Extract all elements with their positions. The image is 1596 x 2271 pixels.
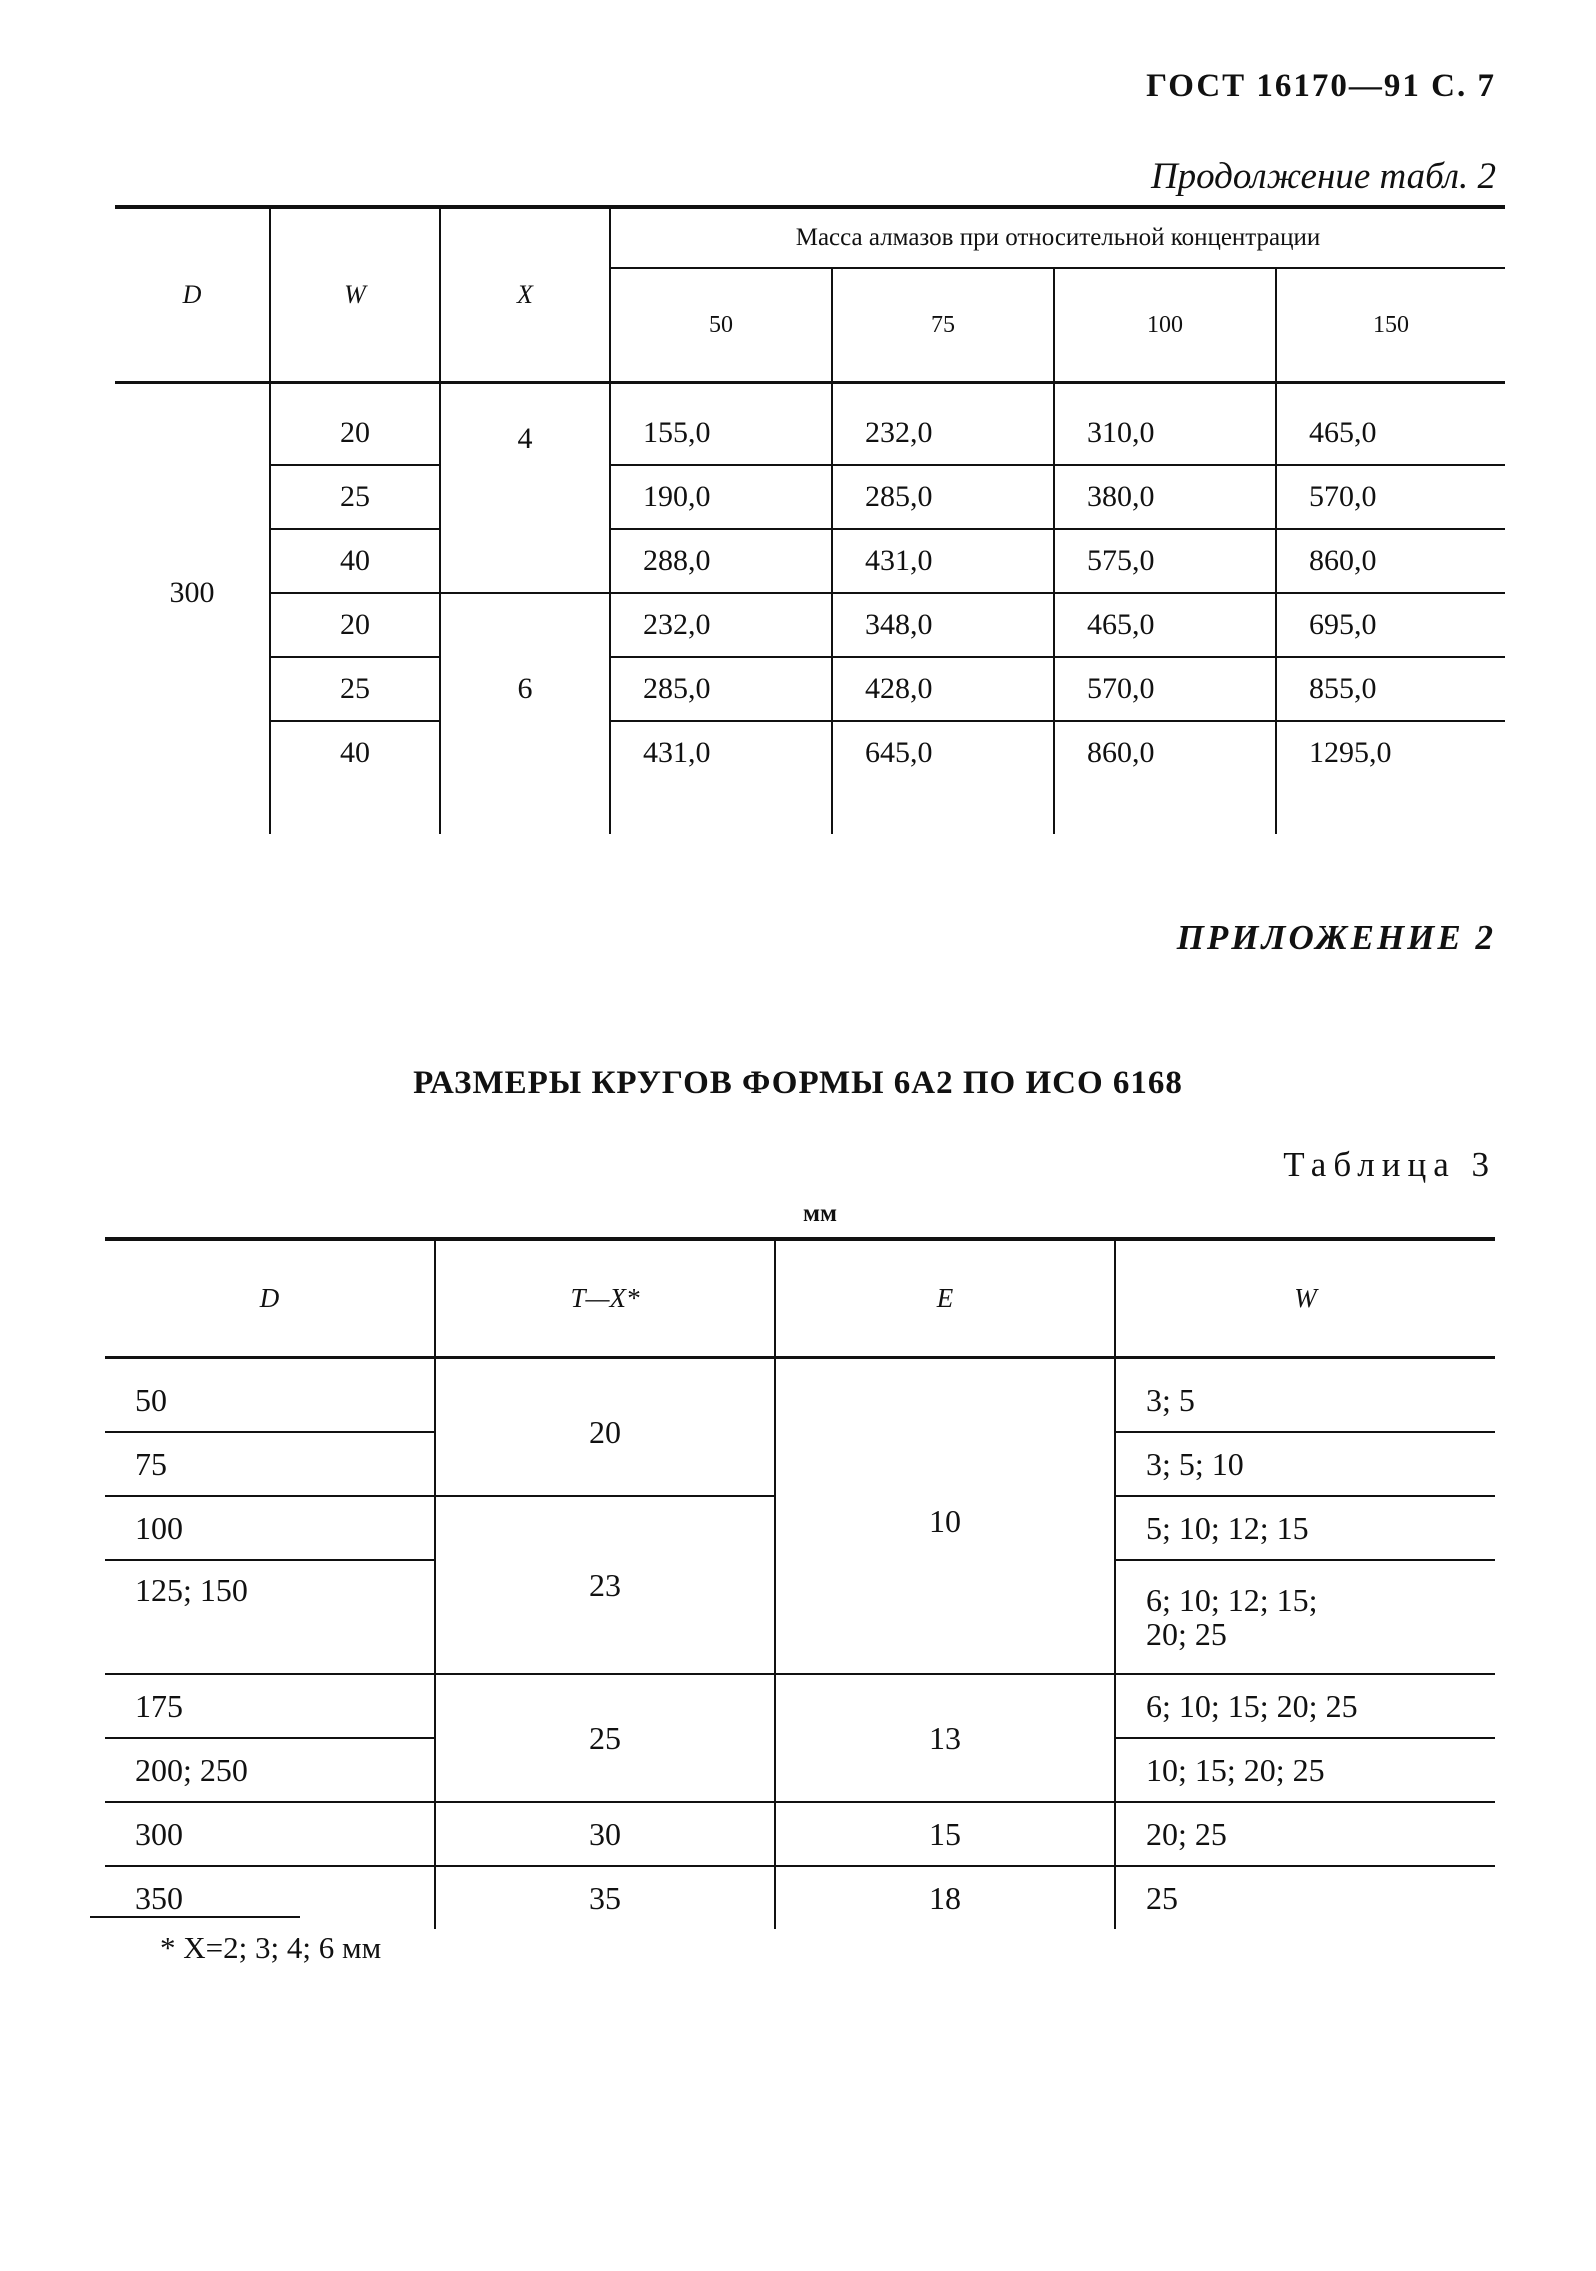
table3-label: Таблица 3 [1283,1145,1496,1184]
table3-tx: 25 [435,1674,775,1802]
table2-cell: 570,0 [1276,465,1505,529]
table3-tx: 23 [435,1496,775,1674]
table2-w: 20 [270,593,440,657]
table3-d: 350 [105,1866,435,1929]
table2-w: 40 [270,529,440,593]
table2-cell: 232,0 [610,593,832,657]
table3-tx: 30 [435,1802,775,1866]
table2-header-conc-150: 150 [1276,268,1505,383]
table2-cell: 695,0 [1276,593,1505,657]
table3-w-line: 6; 10; 12; 15; [1146,1582,1318,1618]
table3-d: 125; 150 [105,1560,435,1674]
table3-e: 15 [775,1802,1115,1866]
table-row [115,593,1505,657]
table2-header-d: D [115,207,270,383]
table2-continued [115,205,1505,834]
table-row [115,402,1505,465]
table3-d: 75 [105,1432,435,1496]
table3-tx: 35 [435,1866,775,1929]
table3-header-d: D [105,1239,435,1358]
table-row [105,1674,1495,1738]
table2-x-group: 4 [440,402,610,593]
table2-cell: 570,0 [1054,657,1276,721]
table3-e: 13 [775,1674,1115,1802]
table2-cell: 232,0 [832,402,1054,465]
table2-cell: 348,0 [832,593,1054,657]
table2-cell: 155,0 [610,402,832,465]
table2-header-conc-75: 75 [832,268,1054,383]
table2-cell: 465,0 [1276,402,1505,465]
table2-continuation-label: Продолжение табл. 2 [1150,156,1496,197]
table-row [115,721,1505,784]
table2-cell: 645,0 [832,721,1054,784]
table2-cell: 1295,0 [1309,736,1392,769]
table3-e: 18 [775,1866,1115,1929]
table-row [115,657,1505,721]
table3-e: 10 [775,1369,1115,1674]
footnote-rule [90,1916,300,1918]
table-row [105,1866,1495,1929]
table-row [105,1369,1495,1432]
table2-w: 40 [270,721,440,784]
table-row [115,529,1505,593]
table3-w: 3; 5 [1115,1369,1495,1432]
table2-cell: 310,0 [1054,402,1276,465]
table2-header-x: X [440,207,610,383]
table3-d: 200; 250 [105,1738,435,1802]
appendix-label: ПРИЛОЖЕНИЕ 2 [1176,918,1496,957]
table3-w: 25 [1146,1879,1178,1916]
table3-tx: 20 [435,1369,775,1496]
table2-cell: 431,0 [610,721,832,784]
table2-cell: 855,0 [1276,657,1505,721]
table2-w: 25 [270,465,440,529]
table3-d: 175 [105,1674,435,1738]
table2-header-conc-100: 100 [1054,268,1276,383]
table2-header-conc-50: 50 [610,268,832,383]
table2-w: 25 [270,657,440,721]
table3-w-multiline [1115,1560,1495,1674]
table3-w: 6; 10; 15; 20; 25 [1115,1674,1495,1738]
page-header: ГОСТ 16170—91 С. 7 [1146,68,1496,104]
table3-header-e: E [775,1239,1115,1358]
table3-w: 10; 15; 20; 25 [1115,1738,1495,1802]
table2-d-value: 300 [115,402,270,784]
table2-cell: 860,0 [1054,721,1276,784]
table2-header-group: Масса алмазов при относительной концентрации [610,207,1505,268]
table2-x-group: 6 [440,593,610,784]
appendix-title: РАЗМЕРЫ КРУГОВ ФОРМЫ 6А2 ПО ИСО 6168 [413,1065,1183,1101]
table2-cell: 285,0 [832,465,1054,529]
table2-w: 20 [270,402,440,465]
table-row [105,1802,1495,1866]
table2-cell: 431,0 [832,529,1054,593]
table3-d: 100 [105,1496,435,1560]
table3-d: 300 [105,1802,435,1866]
table-row [115,465,1505,529]
table2-cell: 428,0 [832,657,1054,721]
table2-cell: 380,0 [1054,465,1276,529]
table2-cell: 860,0 [1276,529,1505,593]
table2-cell: 285,0 [610,657,832,721]
table2-header-w: W [270,207,440,383]
table3-w: 5; 10; 12; 15 [1115,1496,1495,1560]
table2-cell: 288,0 [610,529,832,593]
table2-cell: 465,0 [1054,593,1276,657]
table3-header-w: W [1115,1239,1495,1358]
table2-cell: 190,0 [610,465,832,529]
table3-units: мм [802,1200,838,1227]
table3-header-tx: T—X* [435,1239,775,1358]
table3-d: 50 [105,1369,435,1432]
table2-cell: 575,0 [1054,529,1276,593]
table3-w-line: 20; 25 [1146,1616,1227,1652]
table3 [105,1237,1495,1929]
footnote: * X=2; 3; 4; 6 мм [160,1930,382,1965]
table3-w: 20; 25 [1115,1802,1495,1866]
table3-w: 3; 5; 10 [1115,1432,1495,1496]
